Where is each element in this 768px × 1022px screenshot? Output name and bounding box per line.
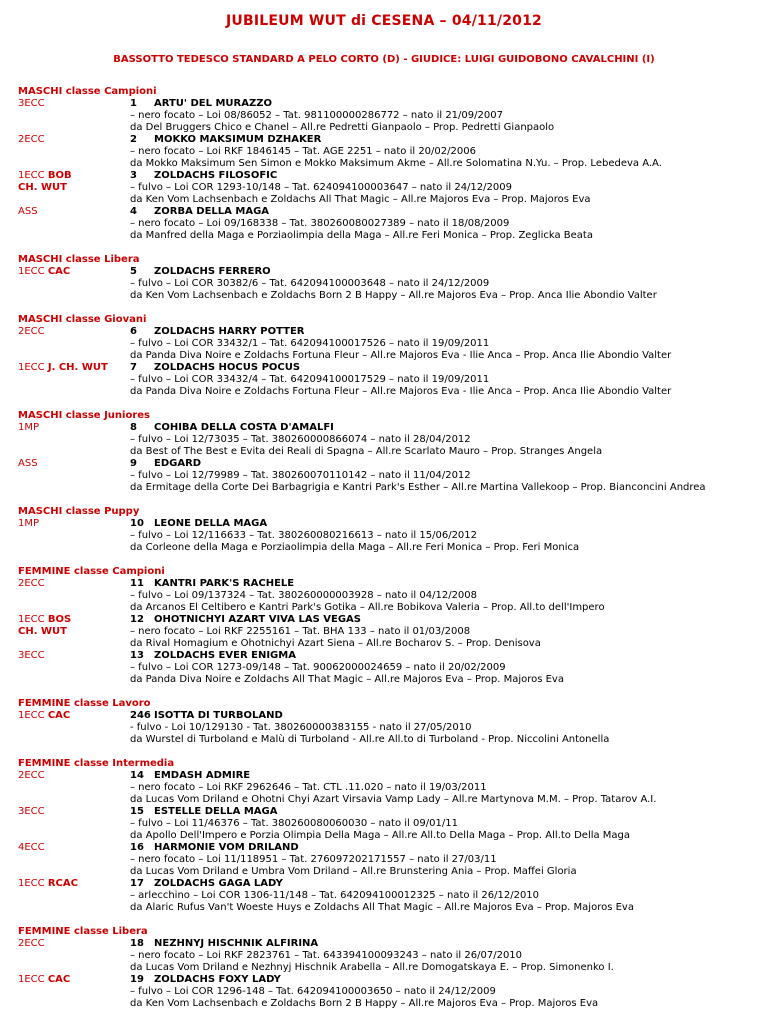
- result-column: [18, 710, 130, 746]
- dog-entry: [18, 974, 758, 1010]
- result-column: [18, 842, 130, 878]
- grade-label: 2ECC: [18, 134, 45, 145]
- catalog-number: 10: [130, 518, 144, 529]
- section-title: FEMMINE classe Campioni: [18, 566, 165, 577]
- dog-info: [130, 710, 758, 746]
- dog-details: – fulvo – Loi COR 33432/4 – Tat. 642094100017529 – nato il 19/09/2011: [130, 374, 490, 385]
- dog-parents-owner: da Corleone della Maga e Porziaolimpia della Maga – All.re Feri Monica – Prop. Feri Monica: [130, 542, 580, 553]
- dog-entry: [18, 98, 758, 134]
- results-list: [18, 86, 758, 1022]
- dog-parents-owner: da Mokko Maksimum Sen Simon e Mokko Maksimum Akme – All.re Solomatina N.Yu. – Prop. Lebedeva A.A.: [130, 158, 662, 169]
- dog-details: – nero focato – Loi RKF 2823761 – Tat. 643394100093243 – nato il 26/07/2010: [130, 950, 523, 961]
- result-column: [18, 362, 130, 398]
- result-column: [18, 806, 130, 842]
- result-column: [18, 650, 130, 686]
- dog-info: [130, 170, 758, 206]
- grade-label: 4ECC: [18, 842, 45, 853]
- dog-details: - fulvo - Loi 10/129130 - Tat. 380260000383155 - nato il 27/05/2010: [130, 722, 472, 733]
- dog-parents-owner: da Wurstel di Turboland e Malù di Turboland - All.re All.to di Turboland - Prop. Niccolini Antonella: [130, 734, 610, 745]
- section-title: FEMMINE classe Lavoro: [18, 698, 151, 709]
- dog-info: [130, 806, 758, 842]
- result-column: [18, 170, 130, 206]
- section-title: MASCHI classe Juniores: [18, 410, 150, 421]
- dog-details: – fulvo – Loi COR 30382/6 – Tat. 642094100003648 – nato il 24/12/2009: [130, 278, 490, 289]
- dog-parents-owner: da Del Bruggers Chico e Chanel – All.re Pedretti Gianpaolo – Prop. Pedretti Gianpaolo: [130, 122, 555, 133]
- grade-label: 3ECC: [18, 806, 45, 817]
- dog-details: – fulvo – Loi COR 1296-148 – Tat. 642094100003650 – nato il 24/12/2009: [130, 986, 496, 997]
- dog-info: [130, 206, 758, 242]
- grade-label: 2ECC: [18, 578, 45, 589]
- class-section: [18, 698, 758, 746]
- page-title: JUBILEUM WUT di CESENA – 04/11/2012: [226, 13, 542, 29]
- catalog-number: 19: [130, 974, 144, 985]
- catalog-number: 16: [130, 842, 144, 853]
- catalog-number: 12: [130, 614, 144, 625]
- section-title: MASCHI classe Campioni: [18, 86, 157, 97]
- class-section: [18, 314, 758, 398]
- grade-label: 2ECC: [18, 770, 45, 781]
- dog-name: ZORBA DELLA MAGA: [154, 206, 270, 217]
- award-label: BOB: [47, 170, 72, 181]
- dog-name: ZOLDACHS FERRERO: [154, 266, 271, 277]
- dog-info: [130, 614, 758, 650]
- dog-details: – nero focato – Loi RKF 2962646 – Tat. CTL .11.020 – nato il 19/03/2011: [130, 782, 487, 793]
- award-label: CAC: [47, 266, 71, 277]
- dog-entry: [18, 710, 758, 746]
- dog-info: [130, 326, 758, 362]
- dog-name: ZOLDACHS HOCUS POCUS: [154, 362, 301, 373]
- title-award-label: CH. WUT: [18, 626, 67, 637]
- result-column: [18, 614, 130, 650]
- dog-info: [130, 938, 758, 974]
- dog-name: HARMONIE VOM DRILAND: [154, 842, 299, 853]
- catalog-number: 14: [130, 770, 144, 781]
- dog-parents-owner: da Manfred della Maga e Porziaolimpia della Maga – All.re Feri Monica – Prop. Zeglicka Beata: [130, 230, 593, 241]
- dog-info: [130, 770, 758, 806]
- dog-info: [130, 98, 758, 134]
- dog-parents-owner: da Alaric Rufus Van't Woeste Huys e Zoldachs All That Magic – All.re Majoros Eva – Prop. Majoros Eva: [130, 902, 634, 913]
- dog-parents-owner: da Lucas Vom Driland e Ohotni Chyi Azart Virsavia Vamp Lady – All.re Martynova M.M. – Prop. Tatarov A.I.: [130, 794, 657, 805]
- dog-name: ISOTTA DI TURBOLAND: [154, 710, 283, 721]
- dog-parents-owner: da Rival Homagium e Ohotnichyi Azart Siena – All.re Bocharov S. – Prop. Denisova: [130, 638, 541, 649]
- dog-entry: [18, 362, 758, 398]
- dog-entry: [18, 206, 758, 242]
- dog-parents-owner: da Ermitage della Corte Dei Barbagrigia e Kantri Park's Esther – All.re Martina Vallekoop – Prop. Bianconcini Andrea: [130, 482, 706, 493]
- section-title: MASCHI classe Puppy: [18, 506, 140, 517]
- dog-entry: [18, 578, 758, 614]
- catalog-number: 9: [130, 458, 137, 469]
- grade-label: 1ECC: [18, 878, 45, 889]
- grade-label: ASS: [18, 206, 38, 217]
- dog-details: – fulvo – Loi 11/46376 – Tat. 380260080060030 – nato il 09/01/11: [130, 818, 458, 829]
- result-column: [18, 422, 130, 458]
- dog-entry: [18, 458, 758, 494]
- catalog-number: 3: [130, 170, 137, 181]
- dog-entry: [18, 938, 758, 974]
- section-title: MASCHI classe Giovani: [18, 314, 147, 325]
- dog-entry: [18, 266, 758, 302]
- class-section: [18, 506, 758, 554]
- catalog-number: 7: [130, 362, 137, 373]
- catalog-number: 6: [130, 326, 137, 337]
- grade-label: 3ECC: [18, 650, 45, 661]
- dog-entry: [18, 878, 758, 914]
- grade-label: 1ECC: [18, 170, 45, 181]
- dog-details: – fulvo – Loi COR 1293-10/148 – Tat. 624094100003647 – nato il 24/12/2009: [130, 182, 512, 193]
- catalog-number: 2: [130, 134, 137, 145]
- dog-details: – nero focato – Loi 09/168338 – Tat. 380260080027389 – nato il 18/08/2009: [130, 218, 510, 229]
- dog-details: – fulvo – Loi 12/73035 – Tat. 380260000866074 – nato il 28/04/2012: [130, 434, 471, 445]
- dog-parents-owner: da Ken Vom Lachsenbach e Zoldachs All That Magic – All.re Majoros Eva – Prop. Majoros Eva: [130, 194, 591, 205]
- dog-parents-owner: da Apollo Dell'Impero e Porzia Olimpia Della Maga – All.re All.to Della Maga – Prop. All.to Della Maga: [130, 830, 631, 841]
- dog-parents-owner: da Panda Diva Noire e Zoldachs Fortuna Fleur – All.re Majoros Eva - Ilie Anca – Prop. Anca Ilie Abondio Valter: [130, 386, 672, 397]
- grade-label: 2ECC: [18, 326, 45, 337]
- catalog-number: 246: [130, 710, 151, 721]
- dog-name: MOKKO MAKSIMUM DZHAKER: [154, 134, 322, 145]
- dog-info: [130, 578, 758, 614]
- dog-name: ZOLDACHS HARRY POTTER: [154, 326, 305, 337]
- catalog-number: 8: [130, 422, 137, 433]
- class-section: [18, 566, 758, 686]
- class-section: [18, 926, 758, 1010]
- dog-details: – nero focato – Loi RKF 1846145 – Tat. AGE 2251 – nato il 20/02/2006: [130, 146, 476, 157]
- result-column: [18, 458, 130, 494]
- dog-details: – fulvo – Loi COR 1273-09/148 – Tat. 90062000024659 – nato il 20/02/2009: [130, 662, 506, 673]
- dog-info: [130, 878, 758, 914]
- dog-name: ZOLDACHS EVER ENIGMA: [154, 650, 296, 661]
- result-column: [18, 974, 130, 1010]
- catalog-number: 13: [130, 650, 144, 661]
- award-label: J. CH. WUT: [47, 362, 108, 373]
- class-section: [18, 410, 758, 494]
- grade-label: 1MP: [18, 422, 40, 433]
- dog-info: [130, 650, 758, 686]
- dog-details: – arlecchino – Loi COR 1306-11/148 – Tat. 642094100012325 – nato il 26/12/2010: [130, 890, 540, 901]
- dog-details: – fulvo – Loi 09/137324 – Tat. 380260000003928 – nato il 04/12/2008: [130, 590, 478, 601]
- dog-entry: [18, 134, 758, 170]
- class-section: [18, 86, 758, 242]
- award-label: BOS: [47, 614, 72, 625]
- dog-info: [130, 458, 758, 494]
- catalog-number: 4: [130, 206, 137, 217]
- result-column: [18, 518, 130, 554]
- dog-name: LEONE DELLA MAGA: [154, 518, 268, 529]
- result-column: [18, 878, 130, 914]
- result-column: [18, 770, 130, 806]
- dog-name: ZOLDACHS FOXY LADY: [154, 974, 281, 985]
- dog-info: [130, 518, 758, 554]
- catalog-number: 18: [130, 938, 144, 949]
- section-title: MASCHI classe Libera: [18, 254, 140, 265]
- grade-label: 2ECC: [18, 938, 45, 949]
- dog-entry: [18, 650, 758, 686]
- grade-label: 1ECC: [18, 710, 45, 721]
- dog-details: – fulvo – Loi 12/116633 – Tat. 380260080216613 – nato il 15/06/2012: [130, 530, 478, 541]
- dog-entry: [18, 170, 758, 206]
- dog-name: KANTRI PARK'S RACHELE: [154, 578, 295, 589]
- result-column: [18, 578, 130, 614]
- dog-entry: [18, 422, 758, 458]
- dog-info: [130, 974, 758, 1010]
- dog-details: – fulvo – Loi 12/79989 – Tat. 380260070110142 – nato il 11/04/2012: [130, 470, 471, 481]
- dog-parents-owner: da Panda Diva Noire e Zoldachs Fortuna Fleur – All.re Majoros Eva - Ilie Anca – Prop. Anca Ilie Abondio Valter: [130, 350, 672, 361]
- section-title: FEMMINE classe Libera: [18, 926, 148, 937]
- result-column: [18, 206, 130, 242]
- award-label: CAC: [47, 974, 71, 985]
- grade-label: 1MP: [18, 518, 40, 529]
- dog-info: [130, 422, 758, 458]
- dog-details: – fulvo – Loi COR 33432/1 – Tat. 642094100017526 – nato il 19/09/2011: [130, 338, 490, 349]
- dog-name: EMDASH ADMIRE: [154, 770, 251, 781]
- catalog-number: 15: [130, 806, 144, 817]
- result-column: [18, 266, 130, 302]
- dog-parents-owner: da Best of The Best e Evita dei Reali di Spagna – All.re Scarlato Mauro – Prop. Stranges Angela: [130, 446, 603, 457]
- catalog-number: 17: [130, 878, 144, 889]
- title-award-label: CH. WUT: [18, 182, 67, 193]
- class-section: [18, 254, 758, 302]
- catalog-number: 1: [130, 98, 137, 109]
- dog-entry: [18, 326, 758, 362]
- dog-info: [130, 842, 758, 878]
- result-column: [18, 326, 130, 362]
- catalog-number: 11: [130, 578, 144, 589]
- dog-name: COHIBA DELLA COSTA D'AMALFI: [154, 422, 334, 433]
- dog-parents-owner: da Lucas Vom Driland e Nezhnyj Hischnik Arabella – All.re Domogatskaya E. – Prop. Simonenko I.: [130, 962, 614, 973]
- dog-parents-owner: da Panda Diva Noire e Zoldachs All That Magic – All.re Majoros Eva – Prop. Majoros Eva: [130, 674, 564, 685]
- breed-judge-subtitle: BASSOTTO TEDESCO STANDARD A PELO CORTO (D) - GIUDICE: LUIGI GUIDOBONO CAVALCHINI (I): [113, 54, 655, 65]
- dog-entry: [18, 518, 758, 554]
- result-column: [18, 98, 130, 134]
- grade-label: 1ECC: [18, 974, 45, 985]
- dog-name: ESTELLE DELLA MAGA: [154, 806, 278, 817]
- award-label: RCAC: [47, 878, 78, 889]
- dog-info: [130, 134, 758, 170]
- dog-info: [130, 266, 758, 302]
- result-column: [18, 938, 130, 974]
- dog-name: ZOLDACHS GAGA LADY: [154, 878, 283, 889]
- dog-entry: [18, 806, 758, 842]
- award-label: CAC: [47, 710, 71, 721]
- dog-name: NEZHNYJ HISCHNIK ALFIRINA: [154, 938, 319, 949]
- grade-label: ASS: [18, 458, 38, 469]
- catalog-number: 5: [130, 266, 137, 277]
- dog-entry: [18, 770, 758, 806]
- dog-name: ARTU' DEL MURAZZO: [154, 98, 272, 109]
- grade-label: 1ECC: [18, 362, 45, 373]
- dog-info: [130, 362, 758, 398]
- result-column: [18, 134, 130, 170]
- dog-name: EDGARD: [154, 458, 202, 469]
- dog-parents-owner: da Ken Vom Lachsenbach e Zoldachs Born 2 B Happy – All.re Majoros Eva – Prop. Anca Ilie Abondio Valter: [130, 290, 657, 301]
- dog-parents-owner: da Lucas Vom Driland e Umbra Vom Driland – All.re Brunstering Ania – Prop. Maffei Gloria: [130, 866, 577, 877]
- dog-entry: [18, 842, 758, 878]
- grade-label: 1ECC: [18, 614, 45, 625]
- dog-parents-owner: da Ken Vom Lachsenbach e Zoldachs Born 2 B Happy – All.re Majoros Eva – Prop. Majoros Eva: [130, 998, 599, 1009]
- dog-entry: [18, 614, 758, 650]
- grade-label: 1ECC: [18, 266, 45, 277]
- class-section: [18, 758, 758, 914]
- section-title: FEMMINE classe Intermedia: [18, 758, 175, 769]
- grade-label: 3ECC: [18, 98, 45, 109]
- dog-details: – nero focato – Loi RKF 2255161 – Tat. BHA 133 – nato il 01/03/2008: [130, 626, 471, 637]
- dog-details: – nero focato – Loi 11/118951 – Tat. 276097202171557 – nato il 27/03/11: [130, 854, 497, 865]
- dog-name: ZOLDACHS FILOSOFIC: [154, 170, 278, 181]
- dog-name: OHOTNICHYI AZART VIVA LAS VEGAS: [154, 614, 361, 625]
- dog-details: – nero focato – Loi 08/86052 – Tat. 981100000286772 – nato il 21/09/2007: [130, 110, 503, 121]
- dog-parents-owner: da Arcanos El Celtibero e Kantri Park's Gotika – All.re Bobikova Valeria – Prop. All.to dell'Impero: [130, 602, 605, 613]
